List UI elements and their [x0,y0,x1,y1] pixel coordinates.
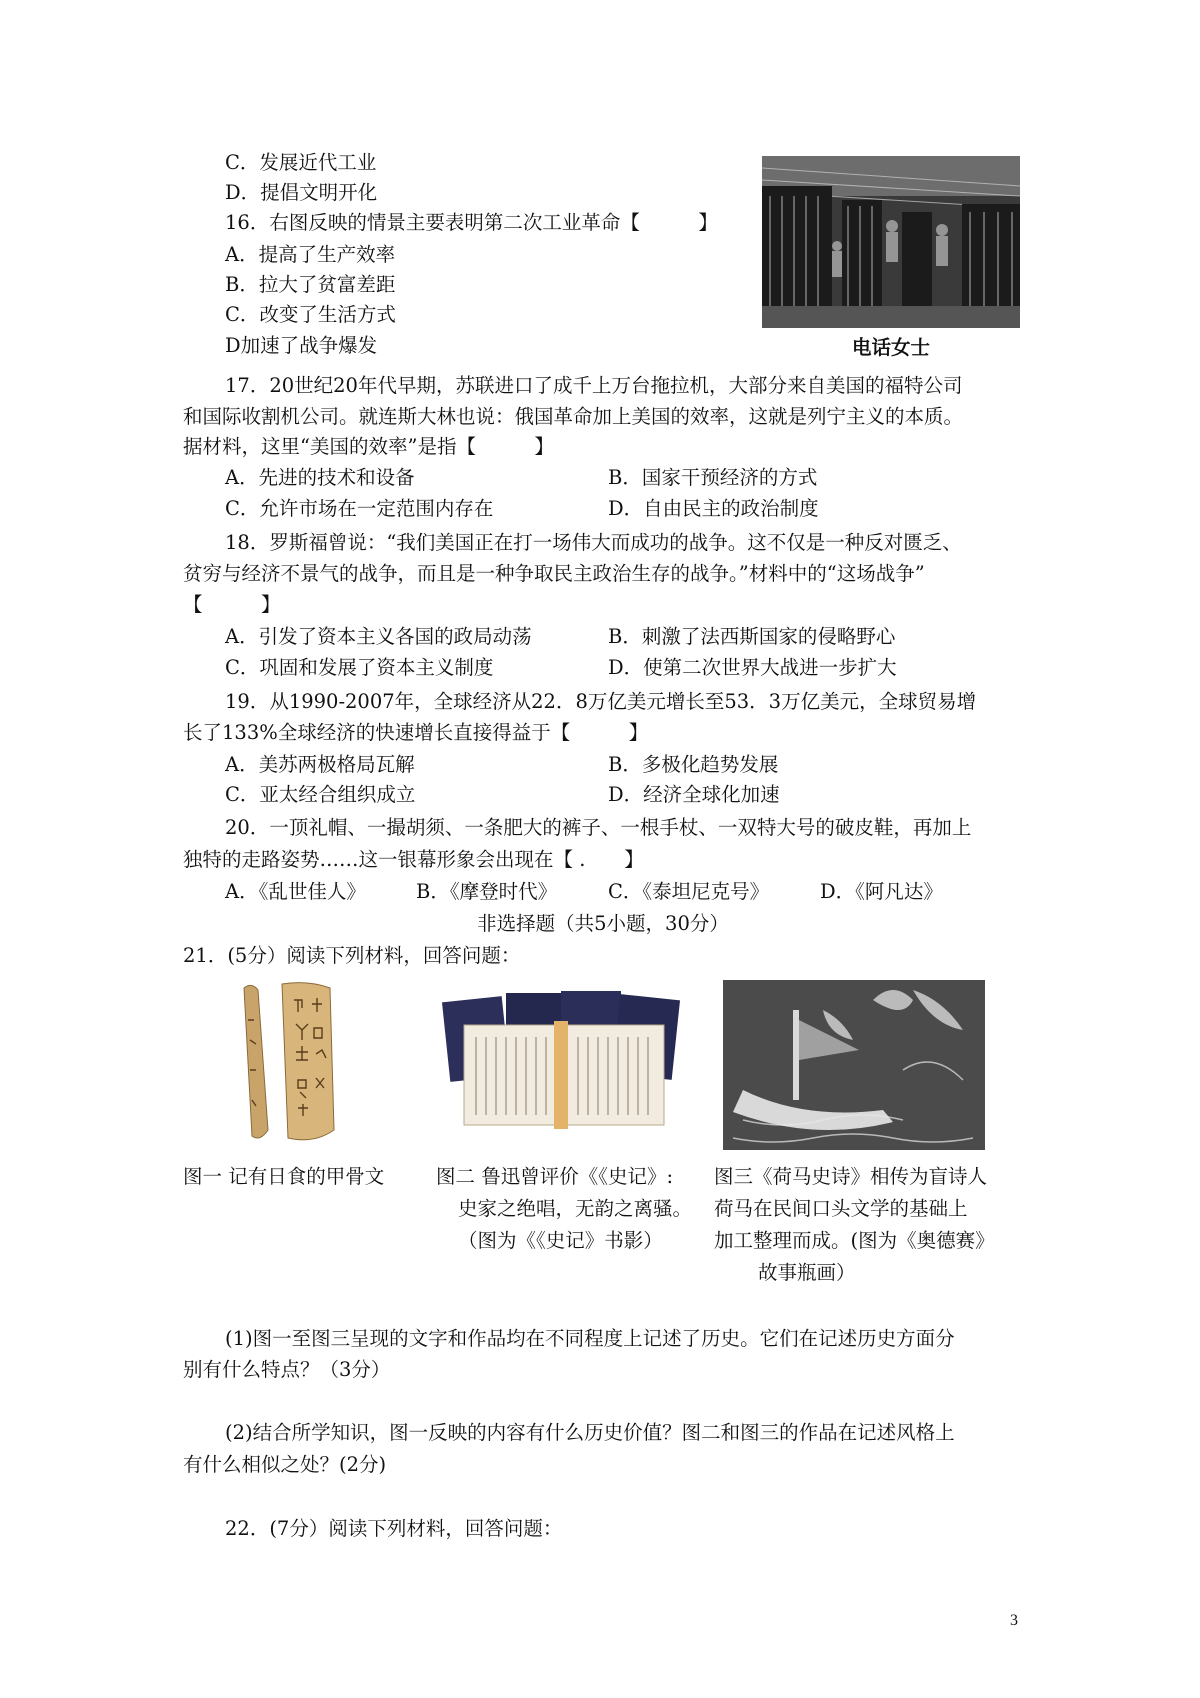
section-title: 非选择题（共5小题，30分） [477,912,729,935]
q17-option-a: A．先进的技术和设备 [225,466,415,489]
q20-option-b: B．《摩登时代》 [416,880,558,903]
figure-2-caption-line-2: 史家之绝唱，无韵之离骚。 [458,1197,693,1220]
figure-3-caption-line-2: 荷马在民间口头文学的基础上 [714,1197,968,1220]
q21-sub1-line-1: (1)图一至图三呈现的文字和作品均在不同程度上记述了历史。它们在记述历史方面分 [225,1327,955,1350]
q21-sub2-line-1: (2)结合所学知识，图一反映的内容有什么历史价值？图二和图三的作品在记述风格上 [225,1421,955,1444]
q18-option-a: A．引发了资本主义各国的政局动荡 [225,625,532,648]
figure-3-caption-line-3: 加工整理而成。(图为《奥德赛》 [714,1229,995,1252]
q18-option-b: B．刺激了法西斯国家的侵略野心 [608,625,896,648]
q19-option-b: B．多极化趋势发展 [608,753,779,776]
q19-option-a: A．美苏两极格局瓦解 [225,753,415,776]
q20-option-d: D．《阿凡达》 [820,880,943,903]
figure-2-caption-line-3: （图为《《史记》书影） [458,1229,663,1252]
page-number: 3 [1010,1612,1018,1629]
figure-3-caption-line-4: 故事瓶画） [758,1261,856,1284]
q20-line-2: 独特的走路姿势……这一银幕形象会出现在【 . 】 [183,848,644,871]
telephone-image-caption: 电话女士 [851,336,930,359]
q18-option-c: C．巩固和发展了资本主义制度 [225,656,494,679]
q20-line-1: 20．一顶礼帽、一撮胡须、一条肥大的裤子、一根手杖、一双特大号的破皮鞋，再加上 [225,816,972,839]
shiji-books-image [436,985,686,1145]
q18-line-3: 【 】 [183,593,281,616]
q17-option-c: C．允许市场在一定范围内存在 [225,497,494,520]
q19-option-d: D．经济全球化加速 [608,783,780,806]
q16-stem: 16．右图反映的情景主要表明第二次工业革命【 】 [225,211,718,234]
q16-option-b: B．拉大了贫富差距 [225,273,396,296]
q18-line-2: 贫穷与经济不景气的战争，而且是一种争取民主政治生存的战争。”材料中的“这场战争” [183,562,925,585]
q17-option-b: B．国家干预经济的方式 [608,466,818,489]
q17-line-1: 17．20世纪20年代早期，苏联进口了成千上万台拖拉机，大部分来自美国的福特公司 [225,374,963,397]
telephone-operators-image [762,156,1020,328]
figure-3-caption-line-1: 图三《荷马史诗》相传为盲诗人 [714,1165,988,1188]
q21-stem: 21．(5分）阅读下列材料，回答问题： [183,944,521,967]
figure-2-caption-line-1: 图二 鲁迅曾评价《《史记》: [436,1165,674,1188]
q21-sub2-line-2: 有什么相似之处？(2分) [183,1453,387,1476]
q16-option-d: D加速了战争爆发 [225,334,378,357]
q21-sub1-line-2: 别有什么特点？（3分） [183,1358,391,1381]
q17-option-d: D．自由民主的政治制度 [608,497,819,520]
q18-option-d: D．使第二次世界大战进一步扩大 [608,656,897,679]
q15-option-c: C．发展近代工业 [225,151,377,174]
oracle-bone-image [238,980,340,1145]
q18-line-1: 18．罗斯福曾说：“我们美国正在打一场伟大而成功的战争。这不仅是一种反对匮乏、 [225,531,962,554]
q19-option-c: C．亚太经合组织成立 [225,783,416,806]
q22-stem: 22．(7分）阅读下列材料，回答问题： [225,1517,563,1540]
q17-line-2: 和国际收割机公司。就连斯大林也说：俄国革命加上美国的效率，这就是列宁主义的本质。 [183,405,964,428]
q19-line-1: 19．从1990-2007年，全球经济从22．8万亿美元增长至53．3万亿美元，全球贸易增 [225,690,977,713]
q16-option-a: A．提高了生产效率 [225,243,396,266]
q20-option-c: C．《泰坦尼克号》 [608,880,770,903]
q20-option-a: A．《乱世佳人》 [225,880,366,903]
figure-1-caption: 图一 记有日食的甲骨文 [183,1165,385,1188]
q15-option-d: D．提倡文明开化 [225,181,378,204]
q17-line-3: 据材料，这里“美国的效率”是指【 】 [183,435,554,458]
q16-option-c: C．改变了生活方式 [225,303,396,326]
odyssey-vase-image [723,980,985,1150]
q19-line-2: 长了133%全球经济的快速增长直接得益于【 】 [183,721,649,744]
